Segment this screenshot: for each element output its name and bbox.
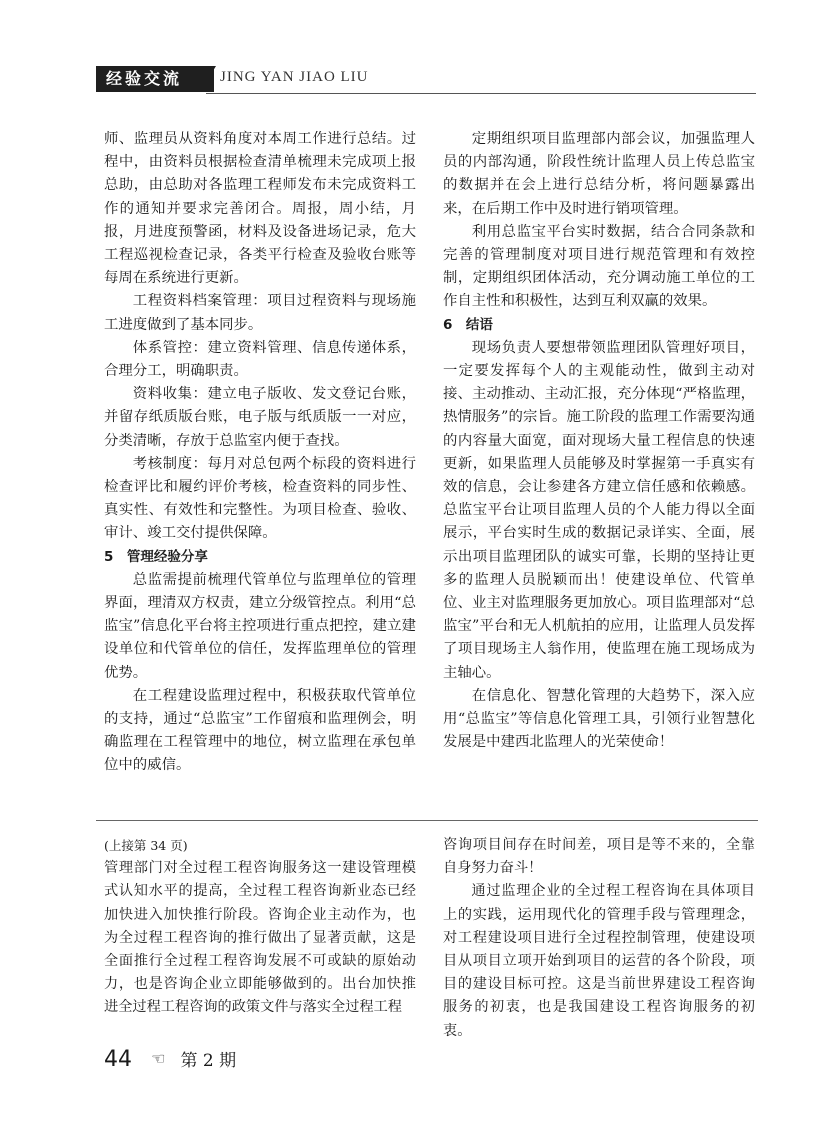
section-heading: 6 结语 (443, 316, 493, 333)
paragraph: 定期组织项目监理部内部会议，加强监理人员的内部沟通，阶段性统计监理人员上传总监宝的数据并在会上进行总结分析，将问题暴露出来，在后期工作中及时进行销项管理。 (443, 131, 755, 217)
paragraph: 咨询项目间存在时间差，项目是等不来的，全靠自身努力奋斗！ (443, 837, 755, 877)
right-column (443, 128, 755, 754)
section-divider (96, 820, 758, 821)
page-footer (104, 1046, 236, 1076)
paragraph: 体系管控：建立资料管理、信息传递体系，合理分工，明确职责。 (104, 339, 416, 380)
bottom-right-column (443, 834, 755, 1043)
section-tab (96, 66, 214, 92)
page-number: 44 (104, 1047, 132, 1072)
section-title-en: JING YAN JIAO LIU (220, 69, 369, 85)
issue-label: 第 2 期 (180, 1051, 237, 1071)
paragraph: 利用总监宝平台实时数据，结合合同条款和完善的管理制度对项目进行规范管理和有效控制，定期组织团体活动，充分调动施工单位的工作自主性和积极性，达到互利双赢的效果。 (443, 223, 755, 310)
pointing-hand-icon: ☜ (151, 1049, 166, 1068)
paragraph: 师、监理员从资料角度对本周工作进行总结。过程中，由资料员根据检查清单梳理未完成项上报总助，由总助对各监理工程师发布未完成资料工作的通知并要求完善闭合。周报，周小结，月报，月进度预警函，材料及设备进场记录，危大工程巡视检查记录，各类平行检查及验收台账等每周在系统进行更新。 (104, 131, 416, 287)
paragraph: 在信息化、智慧化管理的大趋势下，深入应用“总监宝”等信息化管理工具，引领行业智慧化发展是中建西北监理人的光荣使命！ (443, 687, 755, 751)
continued-note: (上接第 34 页) (104, 838, 188, 853)
section-title-cn: 经验交流 (106, 69, 183, 88)
paragraph: 总监需提前梳理代管单位与监理单位的管理界面，理清双方权责，建立分级管控点。利用“总监宝”信息化平台将主控项进行重点把控，建立建设单位和代管单位的信任，发挥监理单位的管理优势。 (104, 571, 416, 681)
paragraph: 资料收集：建立电子版收、发文登记台账，并留存纸质版台账，电子版与纸质版一一对应，分类清晰，存放于总监室内便于查找。 (104, 386, 416, 449)
paragraph: 考核制度：每月对总包两个标段的资料进行检查评比和履约评价考核，检查资料的同步性、真实性、有效性和完整性。为项目检查、验收、审计、竣工交付提供保障。 (104, 455, 416, 542)
left-column (104, 128, 416, 778)
section-heading: 5 管理经验分享 (104, 548, 208, 565)
paragraph: 现场负责人要想带领监理团队管理好项目，一定要发挥每个人的主观能动性，做到主动对接、主动推动、主动汇报，充分体现“严格监理，热情服务”的宗旨。施工阶段的监理工作需要沟通的内容量大面宽，面对现场大量工程信息的快速更新，如果监理人员能够及时掌握第一手真实有效的信息，会让参建各方建立信任感和依赖感。总监宝平台让项目监理人员的个人能力得以全面展示，平台实时生成的数据记录详实、全面，展示出项目监理团队的诚实可靠，长期的坚持让更多的监理人员脱颖而出！使建设单位、代管单位、业主对监理服务更加放心。项目监理部对“总监宝”平台和无人机航拍的应用，让监理人员发挥了项目现场主人翁作用，使监理在施工现场成为主轴心。 (443, 339, 755, 681)
paragraph: 在工程建设监理过程中，积极获取代管单位的支持，通过“总监宝”工作留痕和监理例会，明确监理在工程管理中的地位，树立监理在承包单位中的威信。 (104, 687, 416, 774)
paragraph: 工程资料档案管理：项目过程资料与现场施工进度做到了基本同步。 (104, 293, 416, 333)
bottom-left-column (104, 834, 416, 1020)
paragraph: 管理部门对全过程工程咨询服务这一建设管理模式认知水平的提高，全过程工程咨询新业态已经加快进入加快推行阶段。咨询企业主动作为，也为全过程工程咨询的推行做出了显著贡献，这是全面推行全过程工程咨询发展不可或缺的原始动力，也是咨询企业立即能够做到的。出台加快推进全过程工程咨询的政策文件与落实全过程工程 (104, 860, 416, 1016)
header-rule (206, 93, 756, 94)
page-header (96, 64, 756, 96)
paragraph: 通过监理企业的全过程工程咨询在具体项目上的实践，运用现代化的管理手段与管理理念，对工程建设项目进行全过程控制管理，使建设项目从项目立项开始到项目的运营的各个阶段，项目的建设目标可控。这是当前世界建设工程咨询服务的初衷，也是我国建设工程咨询服务的初衷。 (443, 883, 755, 1039)
